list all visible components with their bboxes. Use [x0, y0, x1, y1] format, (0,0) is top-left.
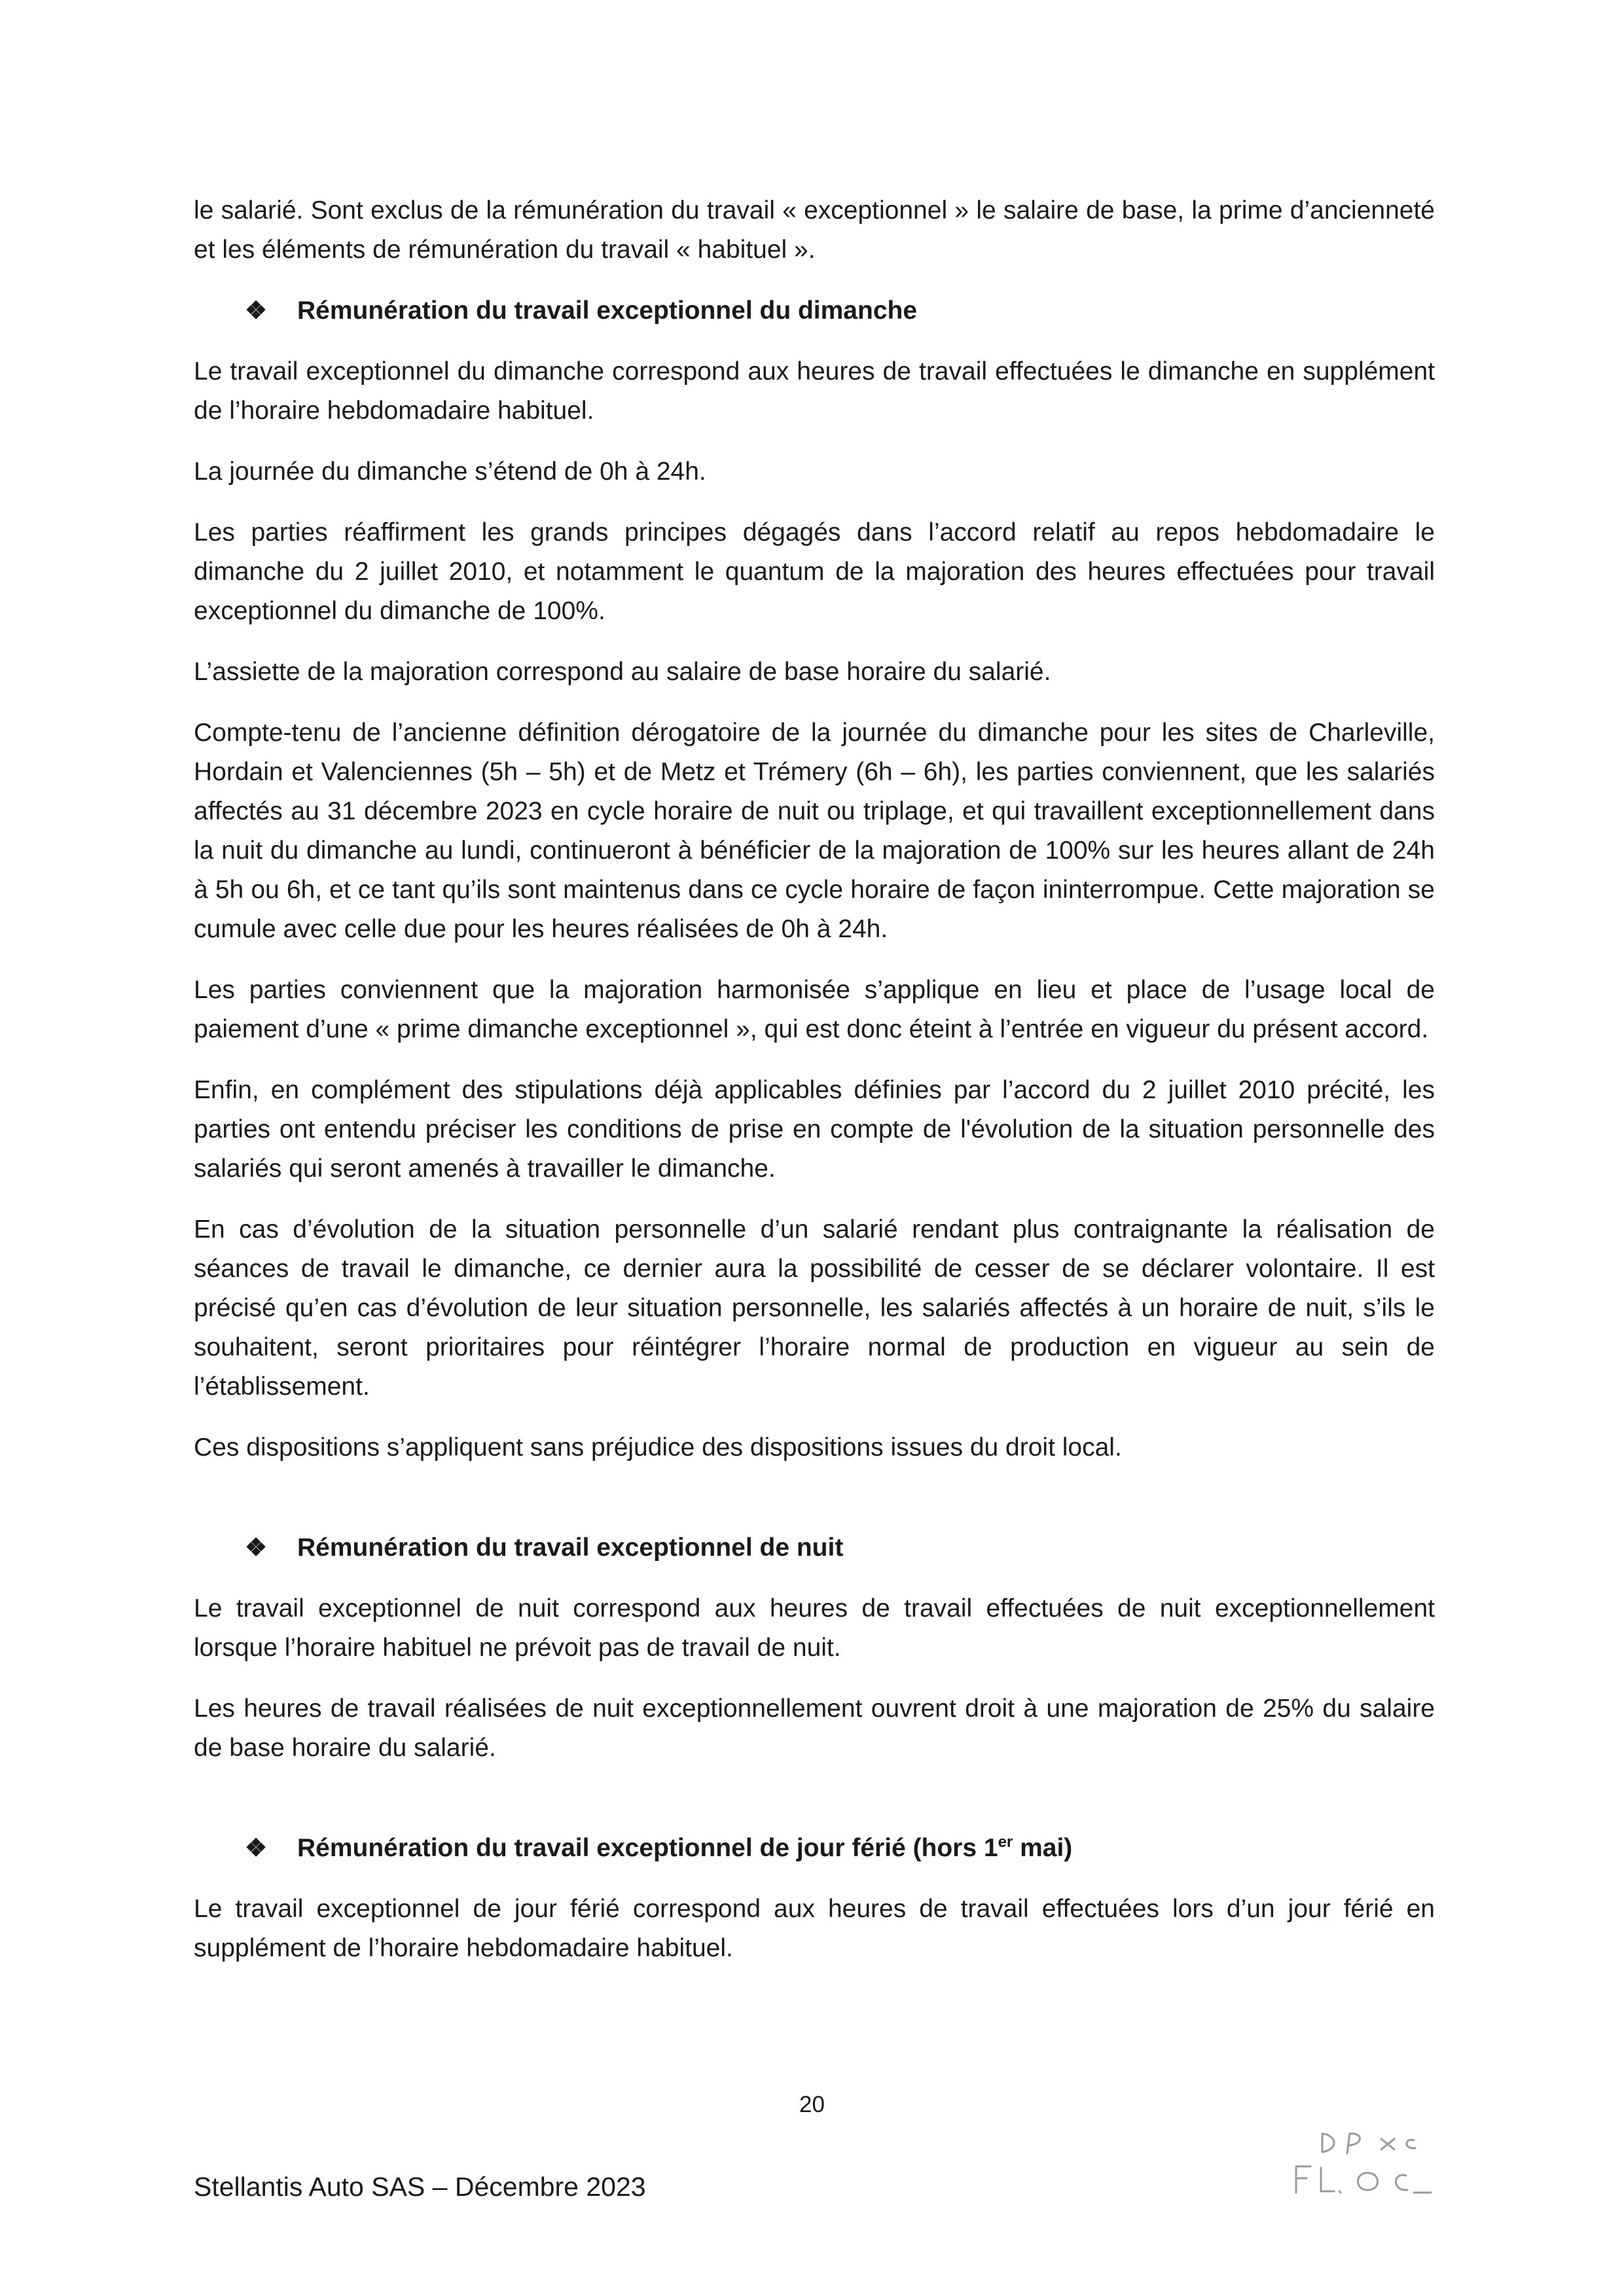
- paragraph: Enfin, en complément des stipulations déjà applicables définies par l’accord du 2 juillet 2010 précité, les parties ont entendu préciser les conditions de prise en compte de l'évolution de la situation personnelle des salariés qui seront amenés à travailler le dimanche.: [194, 1076, 1435, 1183]
- paragraph: Ces dispositions s’appliquent sans préjudice des dispositions issues du droit local.: [194, 1433, 1122, 1462]
- paragraph: Les parties conviennent que la majoration harmonisée s’applique en lieu et place de l’usage local de paiement d’une « prime dimanche exceptionnel », qui est donc éteint à l’entrée en vigueur du présent accord.: [194, 976, 1435, 1043]
- diamond-bullet-icon: ❖: [245, 297, 268, 325]
- paragraph: Le travail exceptionnel du dimanche correspond aux heures de travail effectuées le dimanche en supplément de l’horaire hebdomadaire habituel.: [194, 357, 1435, 425]
- section-heading-ferie: [245, 1829, 1435, 1868]
- diamond-bullet-icon: ❖: [245, 1835, 268, 1862]
- heading-superscript: er: [998, 1833, 1013, 1851]
- paragraph: En cas d’évolution de la situation personnelle d’un salarié rendant plus contraignante la réalisation de séances de travail le dimanche, ce dernier aura la possibilité de cesser de se déclarer volontaire. Il est précisé qu’en cas d’évolution de leur situation personnelle, les salariés affectés à un horaire de nuit, s’ils le souhaitent, seront prioritaires pour réintégrer l’horaire normal de production en vigueur au sein de l’établissement.: [194, 1215, 1435, 1401]
- paragraph: Le travail exceptionnel de nuit correspond aux heures de travail effectuées de nuit exceptionnellement lorsque l’horaire habituel ne prévoit pas de travail de nuit.: [194, 1594, 1435, 1662]
- section-spacer: [194, 1489, 1435, 1528]
- paragraph: La journée du dimanche s’étend de 0h à 24h.: [194, 457, 706, 486]
- footer-text: Stellantis Auto SAS – Décembre 2023: [194, 2172, 646, 2202]
- diamond-bullet-icon: ❖: [245, 1534, 268, 1562]
- paragraph: L’assiette de la majoration correspond au salaire de base horaire du salarié.: [194, 658, 1051, 686]
- section-heading-nuit: [245, 1528, 1435, 1568]
- section-heading-ferie-text: [297, 1829, 1072, 1868]
- document-body: [194, 191, 1435, 1990]
- section-heading-dimanche-text: Rémunération du travail exceptionnel du dimanche: [297, 296, 918, 325]
- paragraph: Compte-tenu de l’ancienne définition dérogatoire de la journée du dimanche pour les sites de Charleville, Hordain et Valenciennes (5h – 5h) et de Metz et Trémery (6h – 6h), les parties conviennent, que les salariés affectés au 31 décembre 2023 en cycle horaire de nuit ou triplage, et qui travaillent exceptionnellement dans la nuit du dimanche au lundi, continueront à bénéficier de la majoration de 100% sur les heures allant de 24h à 5h ou 6h, et ce tant qu’ils sont maintenus dans ce cycle horaire de façon ininterrompue. Cette majoration se cumule avec celle due pour les heures réalisées de 0h à 24h.: [194, 719, 1435, 943]
- paragraph: Le travail exceptionnel de jour férié correspond aux heures de travail effectuées lors d’un jour férié en supplément de l’horaire hebdomadaire habituel.: [194, 1895, 1435, 1962]
- paragraph: Les heures de travail réalisées de nuit exceptionnellement ouvrent droit à une majoration de 25% du salaire de base horaire du salarié.: [194, 1695, 1435, 1762]
- paragraph: Les parties réaffirment les grands principes dégagés dans l’accord relatif au repos hebdomadaire le dimanche du 2 juillet 2010, et notamment le quantum de la majoration des heures effectuées pour travail exceptionnel du dimanche de 100%.: [194, 518, 1435, 625]
- section-heading-dimanche: [245, 291, 1435, 331]
- page-number: 20: [799, 2092, 825, 2117]
- section-spacer: [194, 1789, 1435, 1829]
- handwritten-initials: [1276, 2121, 1447, 2212]
- section-heading-nuit-text: Rémunération du travail exceptionnel de nuit: [297, 1534, 844, 1562]
- heading-text-part: Rémunération du travail exceptionnel de jour férié (hors 1: [297, 1834, 998, 1862]
- paragraph-intro: le salarié. Sont exclus de la rémunération du travail « exceptionnel » le salaire de base, la prime d’ancienneté et les éléments de rémunération du travail « habituel ».: [194, 196, 1435, 264]
- heading-text-part: mai): [1013, 1834, 1073, 1862]
